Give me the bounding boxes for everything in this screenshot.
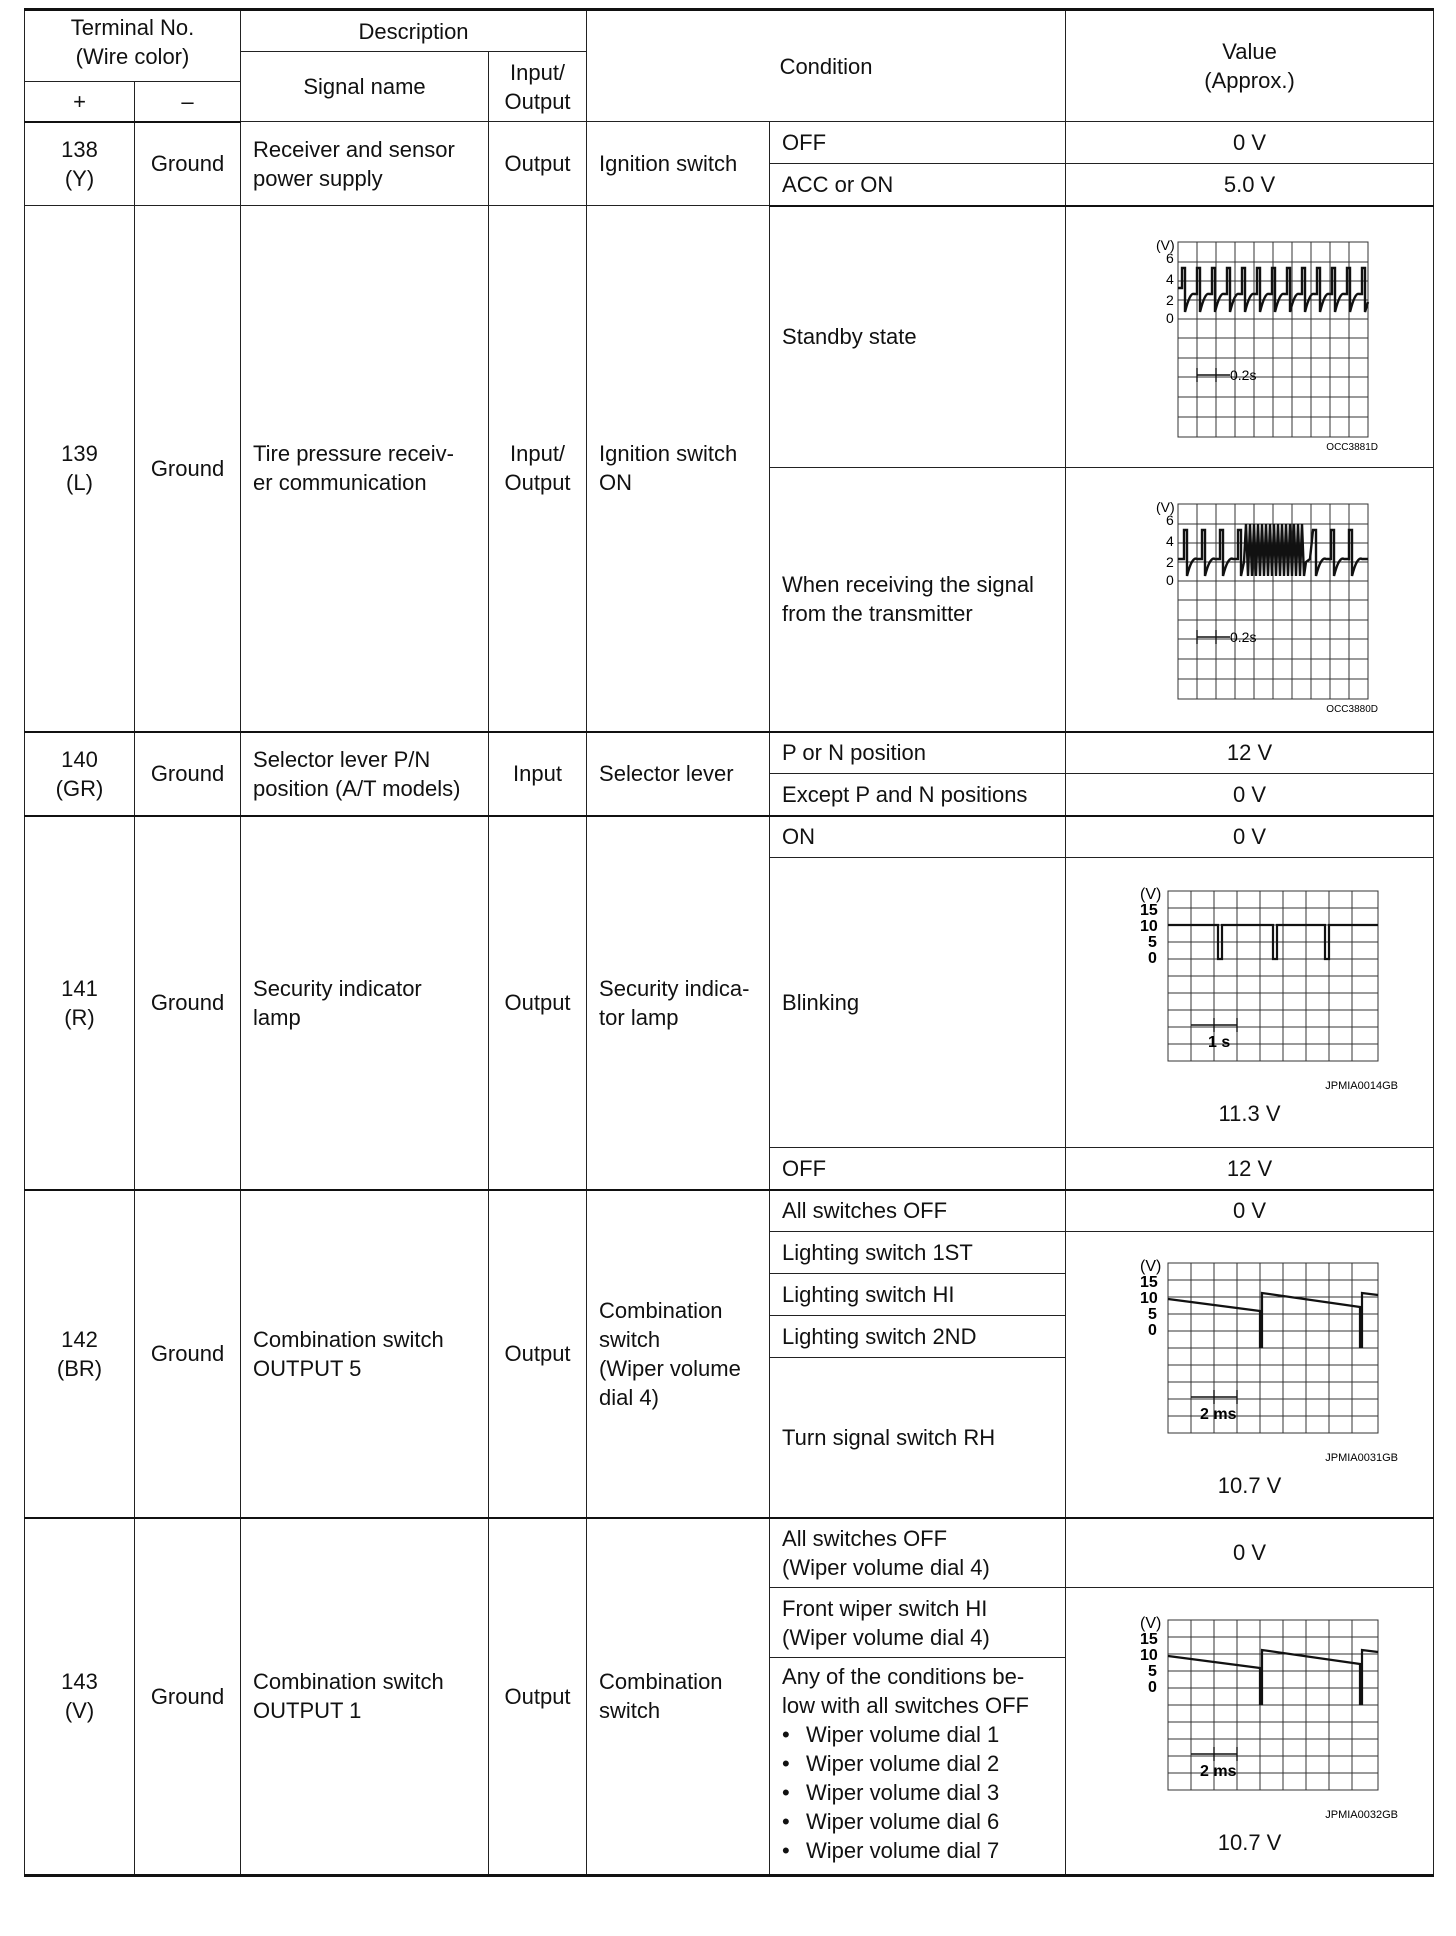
- sub-condition-line: When receiving the signal: [782, 572, 1034, 598]
- condition-line: dial 4): [599, 1384, 659, 1410]
- signal-line: er communication: [253, 470, 427, 496]
- figure-code: OCC3880D: [1325, 704, 1378, 715]
- waveform-cell: [1066, 206, 1434, 468]
- signal-line: Combination switch: [253, 1669, 444, 1695]
- signal-name: [241, 206, 489, 732]
- terminal-table: [24, 8, 1434, 1877]
- value-cell: 5.0 V: [1066, 164, 1434, 206]
- header-terminal: [25, 10, 241, 82]
- axis-tick: 2: [1165, 554, 1174, 571]
- signal-name: Receiver and sensor power supply: [241, 122, 489, 206]
- list-item: • Wiper volume dial 3: [806, 1778, 1053, 1807]
- header-plus: +: [25, 82, 135, 122]
- sub-condition: [770, 468, 1066, 732]
- waveform-receiving: [1120, 484, 1380, 714]
- signal-name: [241, 1190, 489, 1518]
- axis-tick: 0: [1147, 950, 1157, 967]
- terminal-140: [25, 732, 135, 816]
- list-item: • Wiper volume dial 2: [806, 1749, 1053, 1778]
- header-io-line1: Input/: [510, 59, 566, 85]
- sub-condition-line: Front wiper switch HI: [782, 1595, 988, 1621]
- condition-line: Combination: [599, 1297, 723, 1323]
- sub-condition-line: from the transmitter: [782, 601, 973, 627]
- axis-unit: (V): [1139, 1257, 1161, 1275]
- axis-tick: 15: [1139, 1630, 1158, 1648]
- time-label: 0.2s: [1229, 629, 1257, 646]
- figure-code: JPMIA0032GB: [1324, 1808, 1398, 1821]
- signal-line: OUTPUT 1: [253, 1698, 362, 1724]
- header-value-line1: Value: [1222, 39, 1277, 64]
- time-marker: [1197, 630, 1230, 644]
- signal-line: Combination switch: [253, 1326, 444, 1352]
- waveform-grid: [1168, 891, 1378, 1061]
- axis-tick: 0: [1165, 309, 1174, 326]
- io-line: Input/: [510, 441, 566, 467]
- waveform-value: 11.3 V: [1218, 1101, 1281, 1126]
- sub-condition-line: (Wiper volume dial 4): [782, 1624, 990, 1650]
- waveform-cell: [1066, 858, 1434, 1148]
- signal-line: position (A/T models): [253, 775, 461, 801]
- time-label: 1 s: [1207, 1034, 1230, 1051]
- condition-line: Combination: [599, 1669, 723, 1695]
- signal-name: [241, 1518, 489, 1876]
- condition-cell: [587, 1190, 770, 1518]
- ground-cell: Ground: [135, 816, 241, 1190]
- io-cell: [489, 206, 587, 732]
- condition-cell: Selector lever: [587, 732, 770, 816]
- waveform-output5: [1100, 1249, 1400, 1469]
- signal-name: [241, 732, 489, 816]
- signal-name: [241, 816, 489, 1190]
- sub-condition: [770, 1518, 1066, 1588]
- axis-tick: 6: [1165, 249, 1174, 266]
- waveform-standby: [1120, 222, 1380, 452]
- ground-cell: Ground: [135, 1518, 241, 1876]
- terminal-number: 139: [61, 441, 98, 467]
- axis-tick: 0: [1147, 1321, 1157, 1339]
- terminal-table-frame: [24, 8, 1433, 1921]
- time-marker: [1197, 368, 1230, 382]
- terminal-number: 143: [61, 1669, 98, 1695]
- waveform-signal: [1168, 1293, 1378, 1347]
- terminal-number: 138: [61, 136, 98, 162]
- header-description: Description: [241, 10, 587, 52]
- axis-tick: 2: [1165, 291, 1174, 308]
- sub-condition-line: All switches OFF: [782, 1525, 948, 1551]
- condition-line: Ignition switch: [599, 441, 738, 467]
- signal-line: Selector lever P/N: [253, 746, 431, 772]
- axis-tick: 15: [1139, 902, 1158, 919]
- figure-code: OCC3881D: [1325, 441, 1378, 452]
- axis-tick: 4: [1165, 533, 1174, 550]
- condition-line: (Wiper volume: [599, 1355, 741, 1381]
- time-marker: [1191, 1390, 1237, 1404]
- header-minus: –: [135, 82, 241, 122]
- header-terminal-line2: (Wire color): [75, 44, 190, 69]
- axis-unit: (V): [1139, 1614, 1161, 1632]
- value-cell: 12 V: [1066, 732, 1434, 774]
- condition-cell: [587, 206, 770, 732]
- waveform-blinking: [1100, 877, 1400, 1097]
- wire-color: (L): [66, 470, 93, 496]
- io-cell: Output: [489, 122, 587, 206]
- condition-cell: [587, 1518, 770, 1876]
- axis-unit: (V): [1155, 499, 1175, 516]
- axis-tick: 4: [1165, 270, 1174, 287]
- axis-tick: 5: [1147, 934, 1157, 951]
- sub-condition: ON: [770, 816, 1066, 858]
- sub-condition: P or N position: [770, 732, 1066, 774]
- sub-condition-line: Any of the conditions be-: [782, 1664, 1025, 1689]
- terminal-number: 142: [61, 1326, 98, 1352]
- condition-line: tor lamp: [599, 1004, 679, 1030]
- axis-tick: 6: [1165, 512, 1174, 529]
- time-label: 2 ms: [1199, 1762, 1237, 1780]
- waveform-value: 10.7 V: [1217, 1472, 1282, 1498]
- sub-condition: Blinking: [770, 858, 1066, 1148]
- list-item: • Wiper volume dial 1: [806, 1720, 1053, 1749]
- ground-cell: Ground: [135, 732, 241, 816]
- condition-cell: Ignition switch: [587, 122, 770, 206]
- axis-tick: 10: [1139, 1646, 1158, 1664]
- ground-cell: Ground: [135, 122, 241, 206]
- axis-tick: 10: [1139, 918, 1158, 935]
- wire-color: (GR): [55, 775, 104, 801]
- condition-line: Security indica-: [599, 975, 750, 1001]
- header-terminal-line1: Terminal No.: [70, 15, 195, 40]
- io-cell: Input: [489, 732, 587, 816]
- axis-tick: 0: [1165, 572, 1174, 589]
- list-item: • Wiper volume dial 7: [806, 1836, 1053, 1865]
- signal-line: Tire pressure receiv-: [253, 441, 454, 467]
- terminal-number: 140: [61, 746, 98, 772]
- value-cell: 0 V: [1066, 1518, 1434, 1588]
- condition-cell: [587, 816, 770, 1190]
- waveform-value: 10.7 V: [1217, 1829, 1282, 1855]
- value-cell: 0 V: [1066, 816, 1434, 858]
- signal-line: OUTPUT 5: [253, 1355, 362, 1381]
- axis-tick: 10: [1139, 1289, 1158, 1307]
- sub-condition: Except P and N positions: [770, 774, 1066, 816]
- sub-condition: ACC or ON: [770, 164, 1066, 206]
- terminal-139: [25, 206, 135, 732]
- wire-color: (Y): [64, 165, 95, 191]
- value-cell: 0 V: [1066, 1190, 1434, 1232]
- header-value-line2: (Approx.): [1204, 68, 1295, 93]
- sub-condition-line: low with all switches OFF: [782, 1693, 1029, 1718]
- sub-condition: Turn signal switch RH: [770, 1358, 1066, 1518]
- waveform-signal: [1168, 1650, 1378, 1704]
- axis-tick: 5: [1147, 1662, 1157, 1680]
- header-io: [489, 52, 587, 122]
- axis-tick: 15: [1139, 1273, 1158, 1291]
- axis-unit: (V): [1155, 236, 1175, 253]
- header-signal-name: Signal name: [241, 52, 489, 122]
- sub-condition: Lighting switch 2ND: [770, 1316, 1066, 1358]
- header-io-line2: Output: [504, 88, 571, 114]
- io-cell: Output: [489, 1518, 587, 1876]
- condition-line: ON: [599, 470, 633, 496]
- ground-cell: Ground: [135, 1190, 241, 1518]
- waveform-cell: [1066, 468, 1434, 732]
- axis-tick: 5: [1147, 1305, 1157, 1323]
- sub-condition-line: (Wiper volume dial 4): [782, 1554, 990, 1580]
- wire-color: (V): [64, 1698, 95, 1724]
- io-cell: Output: [489, 816, 587, 1190]
- figure-code: JPMIA0031GB: [1324, 1451, 1398, 1464]
- sub-condition: [770, 1658, 1066, 1876]
- sub-condition: Standby state: [770, 206, 1066, 468]
- figure-code: JPMIA0014GB: [1324, 1080, 1398, 1092]
- sub-condition: All switches OFF: [770, 1190, 1066, 1232]
- time-marker: [1191, 1018, 1237, 1032]
- wire-color: (BR): [56, 1355, 103, 1381]
- terminal-number: 141: [61, 975, 98, 1001]
- terminal-141: [25, 816, 135, 1190]
- list-item: • Wiper volume dial 6: [806, 1807, 1053, 1836]
- terminal-142: [25, 1190, 135, 1518]
- waveform-cell: [1066, 1232, 1434, 1518]
- time-label: 2 ms: [1199, 1405, 1237, 1423]
- waveform-signal: [1178, 524, 1368, 576]
- ground-cell: Ground: [135, 206, 241, 732]
- sub-condition: OFF: [770, 1148, 1066, 1190]
- condition-line: switch: [599, 1698, 661, 1724]
- sub-condition: Lighting switch 1ST: [770, 1232, 1066, 1274]
- time-label: 0.2s: [1229, 366, 1257, 383]
- waveform-output1: [1100, 1606, 1400, 1826]
- signal-line: lamp: [253, 1004, 301, 1030]
- axis-unit: (V): [1139, 886, 1161, 903]
- time-marker: [1191, 1747, 1237, 1761]
- terminal-138: [25, 122, 135, 206]
- value-cell: 0 V: [1066, 122, 1434, 164]
- wiper-dial-list: [782, 1720, 1053, 1865]
- value-cell: 12 V: [1066, 1148, 1434, 1190]
- wire-color: (R): [64, 1004, 95, 1030]
- io-line: Output: [504, 470, 571, 496]
- axis-tick: 0: [1147, 1678, 1157, 1696]
- io-cell: Output: [489, 1190, 587, 1518]
- sub-condition: [770, 1588, 1066, 1658]
- waveform-cell: [1066, 1588, 1434, 1876]
- condition-line: switch: [599, 1326, 661, 1352]
- header-condition: Condition: [587, 10, 1066, 122]
- terminal-143: [25, 1518, 135, 1876]
- header-value: [1066, 10, 1434, 122]
- value-cell: 0 V: [1066, 774, 1434, 816]
- signal-line: Security indicator: [253, 975, 422, 1001]
- sub-condition: OFF: [770, 122, 1066, 164]
- sub-condition: Lighting switch HI: [770, 1274, 1066, 1316]
